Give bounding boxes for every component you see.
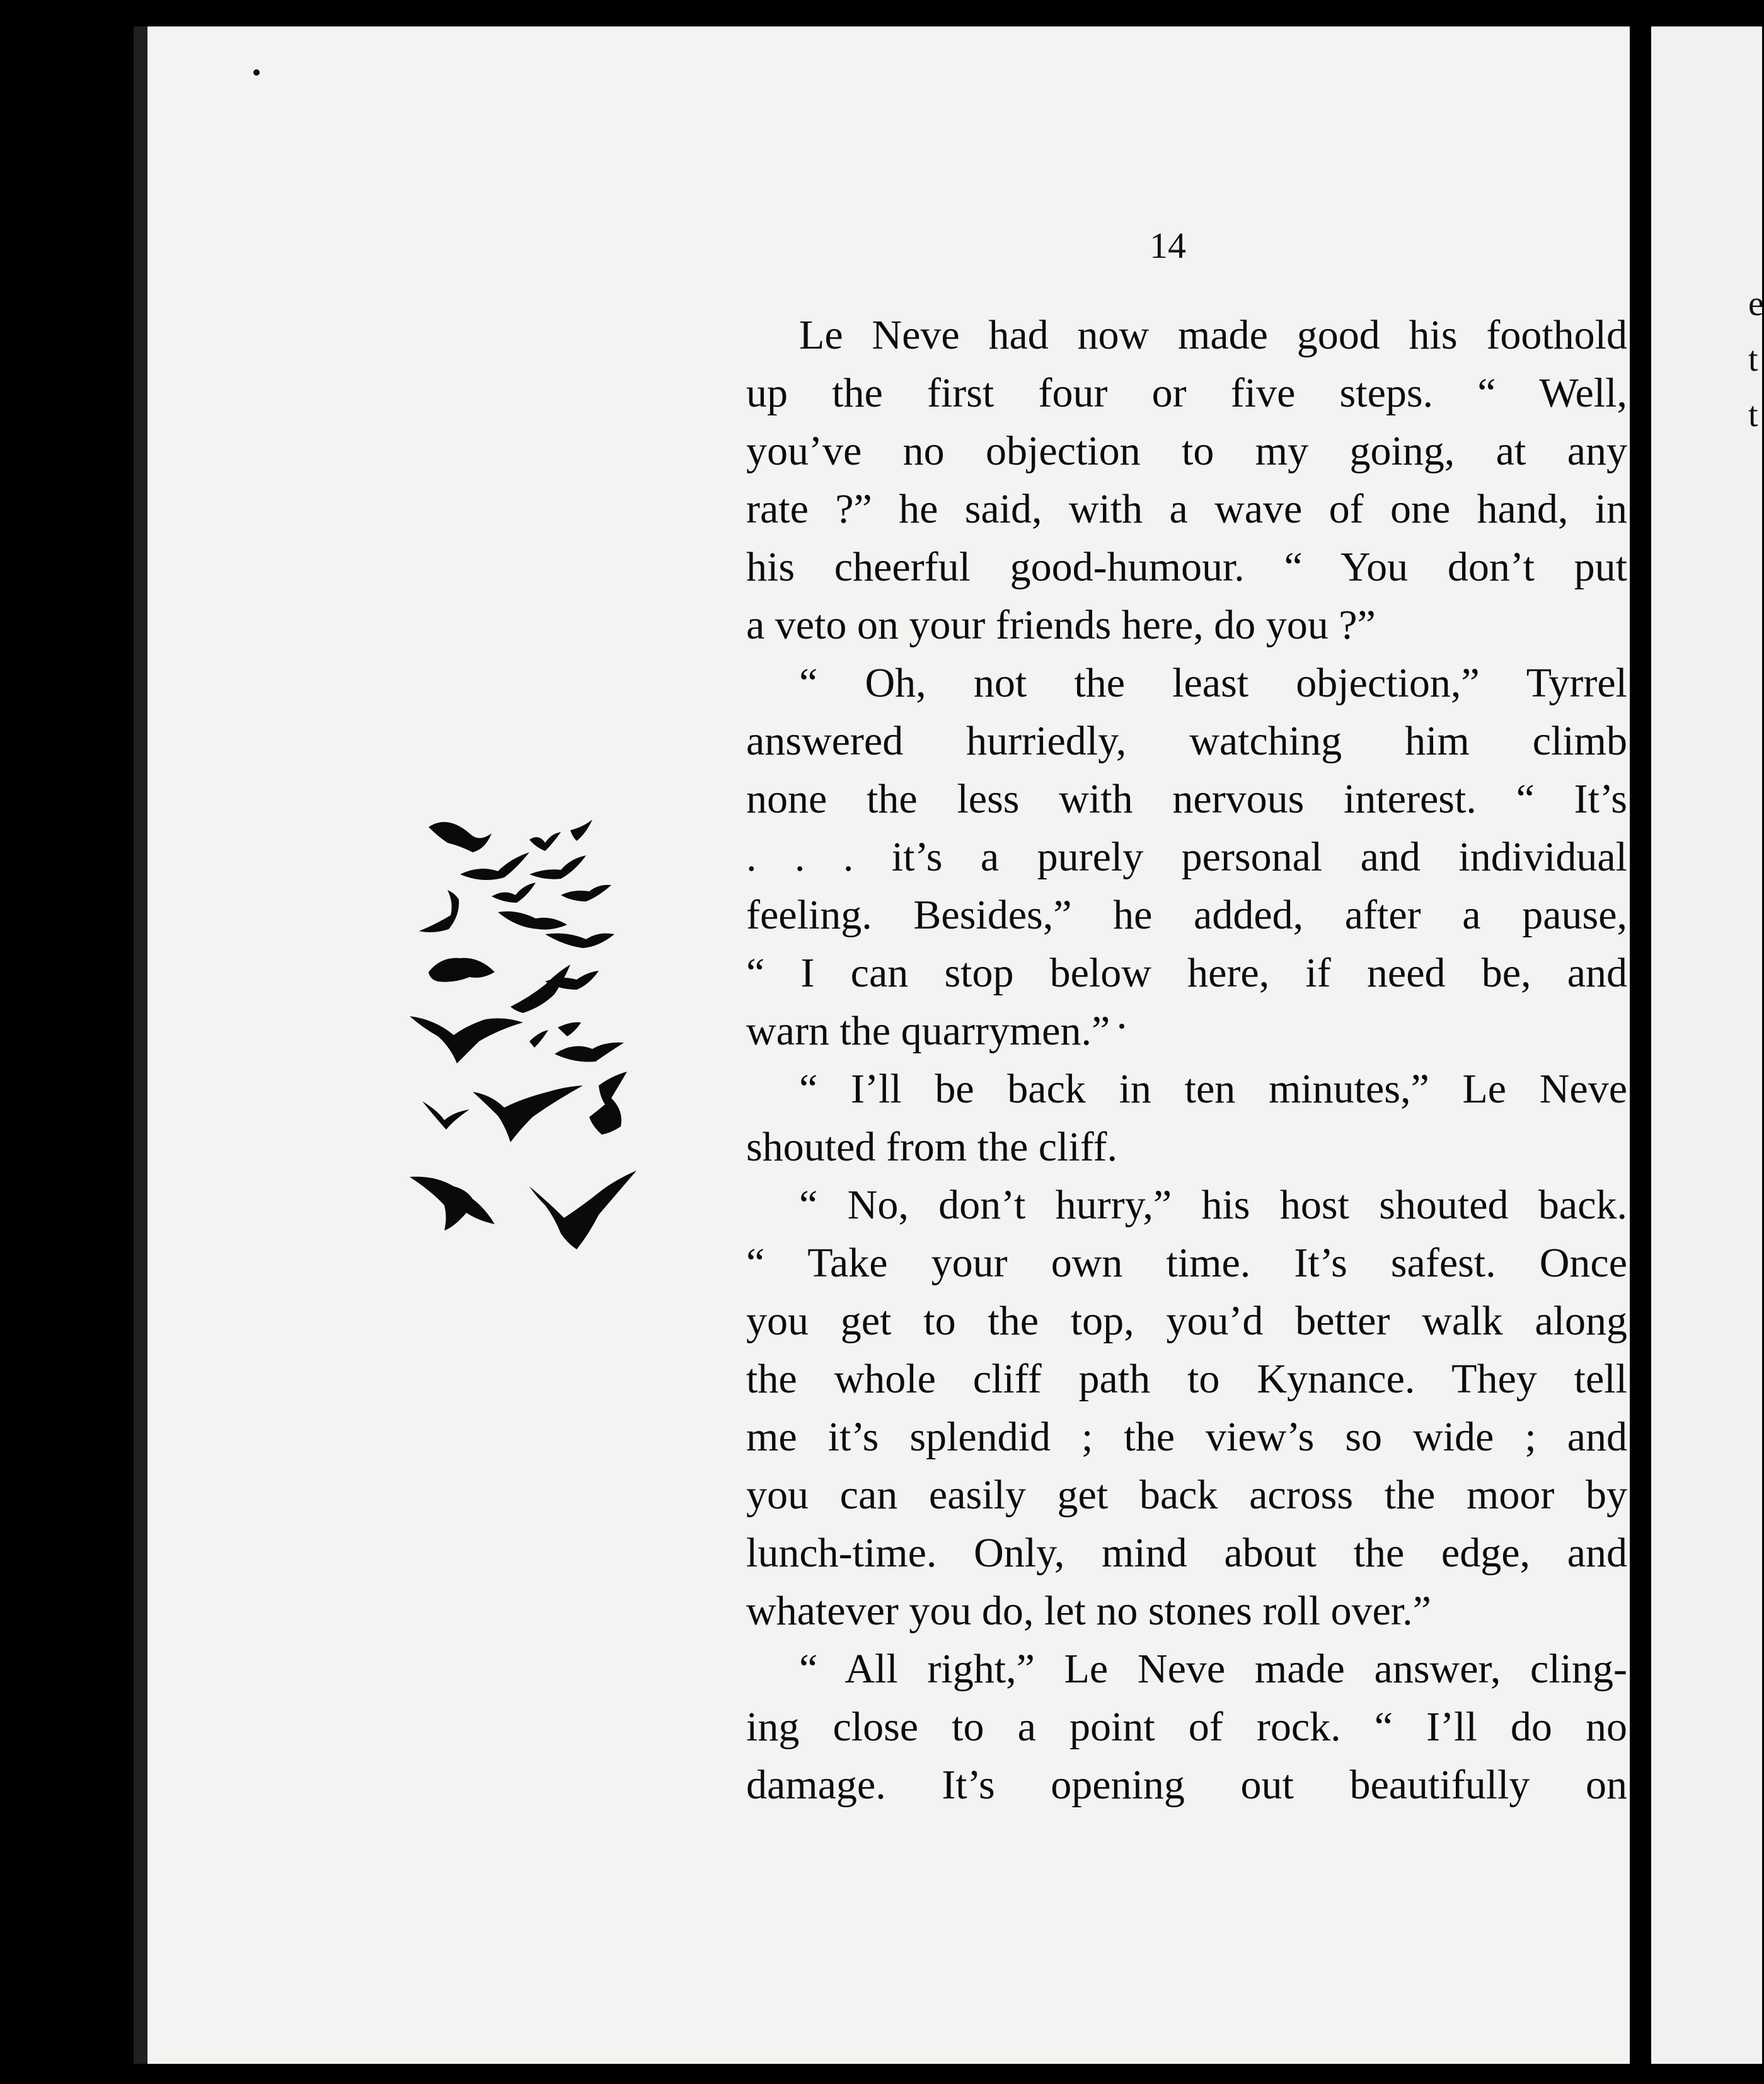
page-number: 14 (1150, 225, 1186, 266)
bird-14 (410, 1016, 523, 1063)
text-line: “ I can stop below here, if need be, and (746, 950, 1627, 996)
bird-20 (589, 1072, 627, 1135)
body-text (746, 306, 1627, 1814)
bird-1 (429, 822, 492, 852)
text-line: “ No, don’t hurry,” his host shouted back. (799, 1182, 1627, 1228)
bird-10 (545, 934, 614, 948)
bird-8 (419, 890, 459, 932)
bird-22 (529, 1171, 637, 1249)
bird-16 (555, 1043, 624, 1062)
scan-speck (1119, 1024, 1124, 1029)
bird-12 (510, 964, 570, 1013)
text-line: ing close to a point of rock. “ I’ll do no (746, 1704, 1627, 1750)
text-line: warn the quarrymen.” (746, 1008, 1110, 1054)
text-line: none the less with nervous interest. “ It’s (746, 776, 1627, 822)
text-line: “ Oh, not the least objection,” Tyrrel (799, 660, 1627, 706)
flock-of-birds-icon (410, 814, 674, 1294)
scan-speck (253, 69, 260, 76)
text-line: “ All right,” Le Neve made answer, cling- (799, 1646, 1627, 1692)
bird-11 (429, 958, 495, 982)
text-line: me it’s splendid ; the view’s so wide ; and (746, 1414, 1627, 1460)
text-line: . . . it’s a purely personal and individual (746, 834, 1627, 880)
text-line: a veto on your friends here, do you ?” (746, 602, 1376, 648)
text-line: “ Take your own time. It’s safest. Once (746, 1240, 1627, 1286)
text-line: you get to the top, you’d better walk along (746, 1298, 1627, 1344)
bird-18 (422, 1101, 470, 1130)
bird-5 (529, 855, 586, 879)
text-line: feeling. Besides,” he added, after a pause, (746, 892, 1627, 938)
bird-21 (410, 1177, 495, 1230)
text-line: the whole cliff path to Kynance. They tell (746, 1356, 1627, 1402)
text-line: rate ?” he said, with a wave of one hand, in (746, 486, 1627, 532)
text-line: damage. It’s opening out beautifully on (746, 1762, 1627, 1808)
bird-15 (529, 1030, 548, 1048)
bird-2 (529, 832, 561, 851)
book-spine-shadow (1630, 0, 1651, 2084)
text-line: lunch-time. Only, mind about the edge, and (746, 1530, 1627, 1576)
bird-3 (570, 819, 592, 841)
bird-17 (558, 1022, 581, 1036)
bird-6 (492, 883, 536, 903)
text-line: up the first four or five steps. “ Well, (746, 370, 1627, 416)
text-line: whatever you do, let no stones roll over.” (746, 1588, 1431, 1634)
text-line: “ I’ll be back in ten minutes,” Le Neve (799, 1066, 1627, 1112)
facing-page-edge (1651, 26, 1762, 2064)
text-line: shouted from the cliff. (746, 1124, 1117, 1170)
text-line: Le Neve had now made good his foothold (799, 312, 1627, 358)
text-line: answered hurriedly, watching him climb (746, 718, 1627, 764)
facing-page-fragment: t (1748, 395, 1758, 434)
facing-page-fragment: e (1748, 284, 1764, 323)
text-line: you’ve no objection to my going, at any (746, 428, 1627, 474)
bird-9 (498, 912, 567, 930)
text-line: you can easily get back across the moor by (746, 1472, 1627, 1518)
bird-7 (561, 885, 611, 901)
book-page (134, 26, 1644, 2064)
text-line: his cheerful good-humour. “ You don’t put (746, 544, 1627, 590)
facing-page-fragment: t (1748, 340, 1758, 379)
bird-4 (460, 852, 529, 880)
bird-19 (473, 1085, 583, 1142)
